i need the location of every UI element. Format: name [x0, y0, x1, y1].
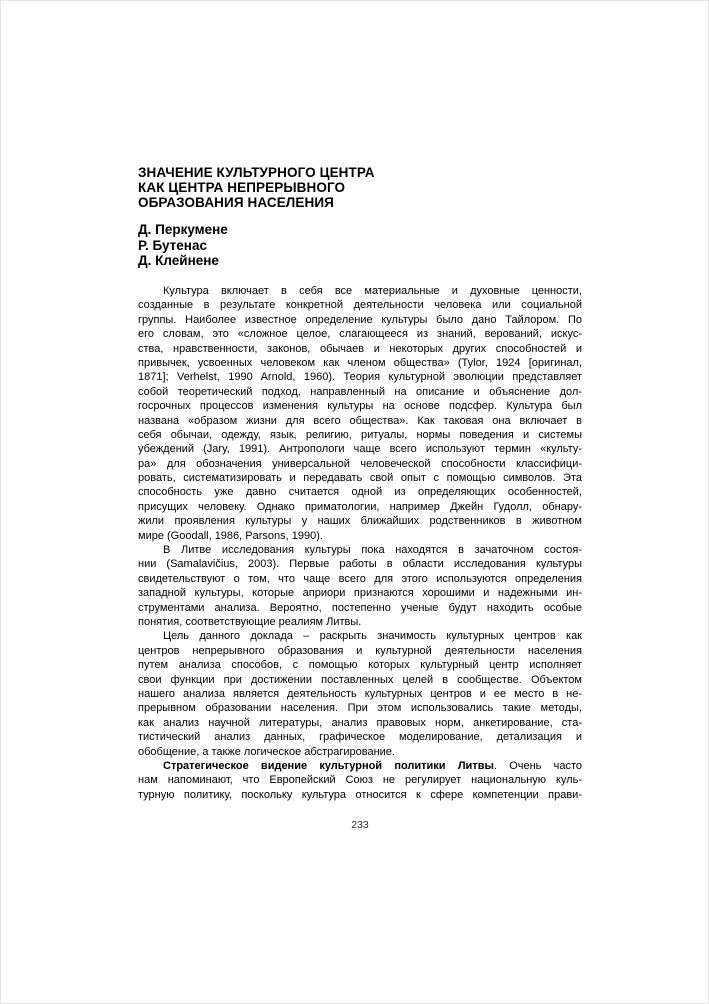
- title-line: ОБРАЗОВАНИЯ НАСЕЛЕНИЯ: [138, 195, 334, 211]
- page-number: 233: [351, 819, 369, 831]
- paragraph: [138, 543, 582, 629]
- text-run: . Очень часто: [493, 759, 582, 772]
- article-title: [138, 165, 582, 211]
- body-line: госрочных процессов изменения культуры на основе подсфер. Культура был: [138, 400, 582, 413]
- body-line: В Литве исследования культуры пока находятся в зачаточном состоя-: [163, 544, 582, 557]
- author-list: [138, 222, 582, 269]
- author-name: Д. Клейнене: [138, 253, 219, 269]
- body-line: свидетельствуют о том, что чаще всего для этого используются определения: [138, 572, 582, 585]
- body-line: 1871]; Verhelst, 1990 Arnold, 1960). Теория культурной эволюции представляет: [138, 371, 582, 384]
- body-line: западной культуры, которые априори признаются хорошими и надежными ин-: [138, 587, 582, 600]
- paragraph: [138, 629, 582, 759]
- body-line: ства, нравственности, законов, обычаев и некоторых других способностей и: [138, 342, 582, 355]
- body-line: себя обычаи, одежду, язык, религию, ритуалы, нормы поведения и системы: [138, 428, 582, 441]
- body-line: ровать, систематизировать и передавать свой опыт с помощью символов. Эта: [138, 472, 582, 485]
- body-line: путем анализа способов, с помощью которых культурный центр исполняет: [138, 659, 582, 672]
- body-line: собой теоретический подход, направленный на описание и объяснение дол-: [138, 385, 582, 398]
- body-line: его словам, это «сложное целое, слагающееся из знаний, верований, искус-: [138, 328, 582, 341]
- body-line: мире (Goodall, 1986, Parsons, 1990).: [138, 529, 323, 542]
- paragraph: [138, 284, 582, 543]
- body-line: созданные в результате конкретной деятельности человека или социальной: [138, 299, 582, 312]
- article-body: [138, 284, 582, 802]
- author-name: Р. Бутенас: [138, 237, 207, 253]
- body-line: понятия, соответствующие реалиям Литвы.: [138, 615, 362, 628]
- author-name: Д. Перкумене: [138, 222, 228, 237]
- body-line: свои функции при достижении поставленных целей в сообществе. Объектом: [138, 673, 582, 686]
- body-line: ра» для обозначения универсальной человеческой способности классифици-: [138, 457, 582, 470]
- body-line: присущих человеку. Однако приматологии, например Джейн Гудолл, обнару-: [138, 500, 582, 513]
- body-line: группы. Наиболее известное определение культуры было дано Тайлором. По: [138, 313, 582, 326]
- body-line: привычек, усвоенных человеком как членом общества» (Tylor, 1924 [оригинал,: [138, 356, 582, 369]
- body-line: тистический анализ данных, графическое моделирование, детализация и: [138, 731, 582, 744]
- body-line: турную политику, поскольку культура относится к сфере компетенции прави-: [138, 788, 582, 801]
- body-line: центров непрерывного образования и культурной деятельности населения: [138, 644, 582, 657]
- body-line: жили проявления культуры у наших ближайших родственников в животном: [138, 515, 582, 528]
- body-line: прерывном образовании населения. При этом использовались такие методы,: [138, 702, 582, 715]
- body-line: как анализ научной литературы, анализ правовых норм, анкетирование, ста-: [138, 716, 582, 729]
- body-line: нам напоминают, что Европейский Союз не регулирует национальную куль-: [138, 774, 582, 787]
- paragraph: [138, 759, 582, 802]
- title-line: ЗНАЧЕНИЕ КУЛЬТУРНОГО ЦЕНТРА: [138, 165, 375, 180]
- title-line: КАК ЦЕНТРА НЕПРЕРЫВНОГО: [138, 180, 346, 196]
- body-line: Культура включает в себя все материальные и духовные ценности,: [163, 285, 582, 297]
- body-line: нашего анализа является деятельность культурных центров и ее место в не-: [138, 687, 582, 700]
- body-line: нии (Samalavičius, 2003). Первые работы в области исследования культуры: [138, 558, 582, 571]
- body-line: способность уже давно считается одной из определяющих особенностей,: [138, 486, 582, 499]
- body-line: Цель данного доклада – раскрыть значимость культурных центров как: [163, 630, 582, 643]
- body-line: обобщение, а также логическое абстрагирование.: [138, 745, 395, 758]
- body-line: струментами анализа. Вероятно, постепенно ученые будут находить особые: [138, 601, 582, 614]
- body-line: [138, 759, 582, 773]
- bold-run: Стратегическое видение культурной политики Литвы: [163, 759, 494, 772]
- body-line: названа «образом жизни для всего общества». Как таковая она включает в: [138, 414, 582, 427]
- body-line: убеждений (Jary, 1991). Антропологи чаще всего используют термин «культу-: [138, 443, 582, 456]
